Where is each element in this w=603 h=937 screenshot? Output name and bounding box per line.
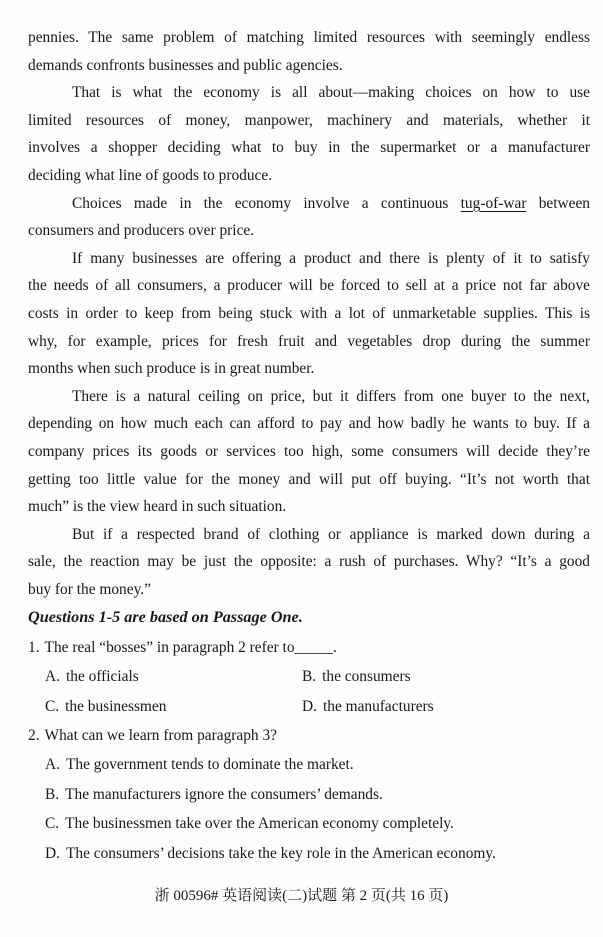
passage-line: But if a respected brand of clothing or appliance is marked down during a	[72, 525, 590, 543]
passage-paragraph	[28, 383, 590, 521]
passage-paragraph	[28, 521, 590, 604]
option-text: The consumers’ decisions take the key role in the American economy.	[65, 844, 496, 862]
passage-line: limited resources of money, manpower, machinery and materials, whether it	[28, 111, 590, 129]
passage-line: consumers and producers over price.	[28, 222, 255, 240]
option-text: The government tends to dominate the market.	[65, 756, 354, 774]
answer-option-a	[45, 750, 590, 779]
passage-paragraph	[28, 24, 590, 79]
passage-line	[28, 190, 590, 218]
option-text: The manufacturers ignore the consumers’ demands.	[65, 785, 383, 803]
questions-header: Questions 1-5 are based on Passage One.	[28, 608, 303, 627]
passage-line: getting too little value for the money and will put off buying. “It’s not worth that	[28, 470, 590, 488]
passage-line: There is a natural ceiling on price, but it differs from one buyer to the next,	[72, 387, 590, 405]
passage-text	[28, 24, 590, 603]
passage-line: depending on how much each can afford to pay and how badly he wants to buy. If a	[28, 415, 590, 433]
option-text: the businessmen	[65, 697, 167, 715]
option-label: B.	[302, 668, 317, 686]
question-text: The real “bosses” in paragraph 2 refer to_____.	[44, 638, 337, 656]
options-group	[28, 662, 590, 721]
passage-paragraph	[28, 245, 590, 383]
answer-option-c	[45, 809, 590, 838]
underlined-term: tug-of-war	[460, 194, 527, 212]
options-group	[28, 750, 590, 868]
passage-line: buy for the money.”	[28, 580, 151, 598]
passage-line: costs in order to keep from being stuck with a lot of unmarketable supplies. This is	[28, 304, 590, 322]
option-label: A.	[45, 668, 60, 686]
option-label: A.	[45, 756, 60, 774]
question	[28, 633, 590, 721]
answer-option-d	[302, 692, 590, 721]
option-label: B.	[45, 785, 60, 803]
passage-line: That is what the economy is all about—making choices on how to use	[72, 84, 590, 102]
passage-line: pennies. The same problem of matching limited resources with seemingly endless	[28, 29, 590, 46]
passage-line: company prices its goods or services too high, some consumers will decide they’re	[28, 442, 590, 460]
question-number: 2.	[28, 727, 40, 745]
question	[28, 721, 590, 868]
answer-option-a	[45, 662, 302, 691]
text-segment: between	[526, 194, 590, 212]
question-text: What can we learn from paragraph 3?	[44, 727, 277, 745]
answer-option-c	[45, 692, 302, 721]
option-label: C.	[45, 815, 60, 833]
passage-line: much” is the view heard in such situation.	[28, 498, 287, 516]
option-text: The businessmen take over the American economy completely.	[65, 815, 454, 833]
question-stem	[28, 633, 590, 662]
answer-option-b	[302, 662, 590, 691]
passage-line: If many businesses are offering a product and there is plenty of it to satisfy	[72, 249, 590, 267]
passage-paragraph	[28, 190, 590, 245]
passage-line: sale, the reaction may be just the opposite: a rush of purchases. Why? “It’s a good	[28, 553, 590, 571]
answer-option-d	[45, 839, 590, 868]
passage-line: deciding what line of goods to produce.	[28, 166, 273, 184]
passage-paragraph	[28, 79, 590, 189]
answer-option-b	[45, 780, 590, 809]
option-text: the manufacturers	[322, 697, 434, 715]
passage-line: the needs of all consumers, a producer will be forced to sell at a price not far above	[28, 277, 590, 295]
text-segment: Choices made in the economy involve a continuous	[72, 194, 461, 212]
passage-line: months when such produce is in great number.	[28, 360, 315, 378]
questions-section	[28, 603, 590, 868]
option-label: C.	[45, 697, 60, 715]
passage-line: involves a shopper deciding what to buy in the supermarket or a manufacturer	[28, 139, 590, 157]
question-stem	[28, 721, 590, 750]
option-text: the officials	[65, 668, 139, 686]
question-number: 1.	[28, 638, 40, 656]
passage-line: why, for example, prices for fresh fruit and vegetables drop during the summer	[28, 332, 590, 350]
questions-list	[28, 633, 590, 868]
page-footer: 浙 00596# 英语阅读(二)试题 第 2 页(共 16 页)	[154, 888, 449, 904]
passage-line: demands confronts businesses and public agencies.	[28, 56, 343, 74]
option-text: the consumers	[322, 668, 411, 686]
option-label: D.	[302, 697, 317, 715]
option-label: D.	[45, 844, 60, 862]
